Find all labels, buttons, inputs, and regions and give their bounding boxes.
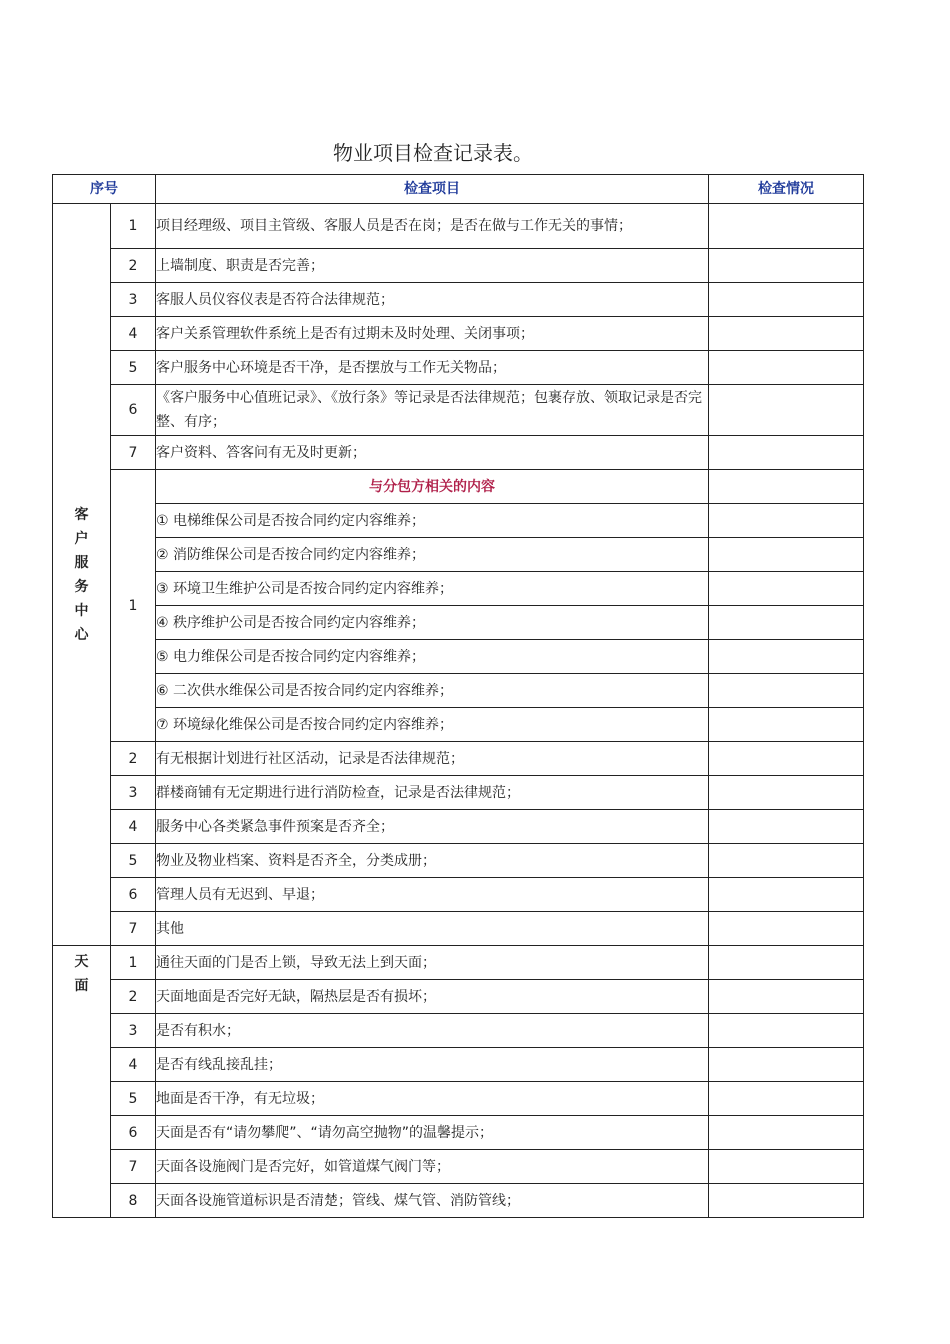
- check-status-cell[interactable]: [709, 878, 864, 912]
- row-number: 4: [111, 317, 156, 351]
- table-row: [53, 317, 864, 351]
- check-status-cell[interactable]: [709, 470, 864, 504]
- subgroup-heading-row: [53, 470, 864, 504]
- check-item: 通往天面的门是否上锁，导致无法上到天面；: [156, 946, 709, 980]
- row-number: 1: [111, 470, 156, 742]
- table-row: [53, 810, 864, 844]
- category-char: 户: [74, 530, 89, 547]
- row-number: 1: [111, 946, 156, 980]
- row-number: 5: [111, 351, 156, 385]
- table-row: [53, 878, 864, 912]
- check-item: 物业及物业档案、资料是否齐全，分类成册；: [156, 844, 709, 878]
- table-row: [53, 504, 864, 538]
- check-status-cell[interactable]: [709, 1116, 864, 1150]
- check-item: 群楼商铺有无定期进行进行消防检查，记录是否法律规范；: [156, 776, 709, 810]
- category-cell: [53, 946, 111, 1218]
- check-item: 管理人员有无迟到、早退；: [156, 878, 709, 912]
- check-item: 其他: [156, 912, 709, 946]
- check-status-cell[interactable]: [709, 538, 864, 572]
- table-row: [53, 1116, 864, 1150]
- header-status: 检查情况: [709, 175, 864, 204]
- row-number: 5: [111, 1082, 156, 1116]
- row-number: 3: [111, 776, 156, 810]
- table-row: [53, 385, 864, 436]
- check-item: 天面地面是否完好无缺，隔热层是否有损坏；: [156, 980, 709, 1014]
- check-item: ⑤ 电力维保公司是否按合同约定内容维养；: [156, 640, 709, 674]
- check-item: 是否有积水；: [156, 1014, 709, 1048]
- check-status-cell[interactable]: [709, 504, 864, 538]
- row-number: 8: [111, 1184, 156, 1218]
- table-row: [53, 742, 864, 776]
- category-char: 心: [74, 626, 89, 643]
- table-row: [53, 1150, 864, 1184]
- check-status-cell[interactable]: [709, 572, 864, 606]
- table-body: [53, 204, 864, 1218]
- check-status-cell[interactable]: [709, 844, 864, 878]
- row-number: 2: [111, 249, 156, 283]
- check-status-cell[interactable]: [709, 317, 864, 351]
- check-status-cell[interactable]: [709, 1082, 864, 1116]
- check-status-cell[interactable]: [709, 249, 864, 283]
- row-number: 6: [111, 385, 156, 436]
- table-row: [53, 436, 864, 470]
- row-number: 7: [111, 912, 156, 946]
- category-label: [53, 503, 110, 647]
- table-row: [53, 946, 864, 980]
- row-number: 1: [111, 204, 156, 249]
- check-status-cell[interactable]: [709, 674, 864, 708]
- check-item: 《客户服务中心值班记录》、《放行条》等记录是否法律规范；包裹存放、领取记录是否完整、有序；: [156, 385, 709, 436]
- category-label: [53, 950, 110, 998]
- table-row: [53, 249, 864, 283]
- inspection-table: [52, 174, 864, 1218]
- check-status-cell[interactable]: [709, 640, 864, 674]
- check-item: 天面各设施阀门是否完好，如管道煤气阀门等；: [156, 1150, 709, 1184]
- header-item: 检查项目: [156, 175, 709, 204]
- title-text: 物业项目检查记录表。: [333, 141, 533, 165]
- check-status-cell[interactable]: [709, 1048, 864, 1082]
- row-number: 6: [111, 1116, 156, 1150]
- check-status-cell[interactable]: [709, 742, 864, 776]
- table-row: [53, 283, 864, 317]
- check-status-cell[interactable]: [709, 606, 864, 640]
- table-row: [53, 674, 864, 708]
- row-number: 4: [111, 810, 156, 844]
- table-row: [53, 844, 864, 878]
- table-row: [53, 606, 864, 640]
- table-row: [53, 640, 864, 674]
- row-number: 3: [111, 283, 156, 317]
- table-row: [53, 1184, 864, 1218]
- check-status-cell[interactable]: [709, 436, 864, 470]
- table-row: [53, 708, 864, 742]
- table-row: [53, 1082, 864, 1116]
- check-status-cell[interactable]: [709, 385, 864, 436]
- check-status-cell[interactable]: [709, 1184, 864, 1218]
- check-status-cell[interactable]: [709, 351, 864, 385]
- category-cell: [53, 204, 111, 946]
- check-item: ② 消防维保公司是否按合同约定内容维养；: [156, 538, 709, 572]
- table-row: [53, 1048, 864, 1082]
- header-seq: 序号: [53, 175, 156, 204]
- table-row: [53, 204, 864, 249]
- category-char: 中: [74, 602, 89, 619]
- table-row: [53, 572, 864, 606]
- check-item: 地面是否干净，有无垃圾；: [156, 1082, 709, 1116]
- check-item: ③ 环境卫生维护公司是否按合同约定内容维养；: [156, 572, 709, 606]
- page-title: [0, 137, 864, 166]
- table-row: [53, 351, 864, 385]
- category-char: 天: [74, 954, 89, 970]
- row-number: 6: [111, 878, 156, 912]
- subgroup-heading: 与分包方相关的内容: [156, 470, 709, 504]
- category-char: 服: [74, 554, 89, 571]
- row-number: 7: [111, 1150, 156, 1184]
- table-header-row: [53, 175, 864, 204]
- check-item: 项目经理级、项目主管级、客服人员是否在岗；是否在做与工作无关的事情；: [156, 204, 709, 249]
- check-status-cell[interactable]: [709, 810, 864, 844]
- check-item: 客户服务中心环境是否干净，是否摆放与工作无关物品；: [156, 351, 709, 385]
- check-item: 客户资料、答客问有无及时更新；: [156, 436, 709, 470]
- check-item: ⑦ 环境绿化维保公司是否按合同约定内容维养；: [156, 708, 709, 742]
- category-char: 务: [74, 578, 89, 595]
- check-item: ⑥ 二次供水维保公司是否按合同约定内容维养；: [156, 674, 709, 708]
- check-item: 有无根据计划进行社区活动，记录是否法律规范；: [156, 742, 709, 776]
- table-row: [53, 980, 864, 1014]
- check-item: ④ 秩序维护公司是否按合同约定内容维养；: [156, 606, 709, 640]
- row-number: 2: [111, 742, 156, 776]
- table-row: [53, 912, 864, 946]
- row-number: 2: [111, 980, 156, 1014]
- check-item: 天面是否有“请勿攀爬”、“请勿高空抛物”的温馨提示；: [156, 1116, 709, 1150]
- check-status-cell[interactable]: [709, 912, 864, 946]
- check-item: 天面各设施管道标识是否清楚；管线、煤气管、消防管线；: [156, 1184, 709, 1218]
- check-item: 客户关系管理软件系统上是否有过期未及时处理、关闭事项；: [156, 317, 709, 351]
- row-number: 7: [111, 436, 156, 470]
- check-item: ① 电梯维保公司是否按合同约定内容维养；: [156, 504, 709, 538]
- check-item: 是否有线乱接乱挂；: [156, 1048, 709, 1082]
- table-row: [53, 1014, 864, 1048]
- check-status-cell[interactable]: [709, 980, 864, 1014]
- table-row: [53, 538, 864, 572]
- check-item: 客服人员仪容仪表是否符合法律规范；: [156, 283, 709, 317]
- check-status-cell[interactable]: [709, 776, 864, 810]
- category-char: 面: [74, 978, 89, 994]
- row-number: 5: [111, 844, 156, 878]
- check-status-cell[interactable]: [709, 946, 864, 980]
- check-status-cell[interactable]: [709, 204, 864, 249]
- table-row: [53, 776, 864, 810]
- check-item: 上墙制度、职责是否完善；: [156, 249, 709, 283]
- category-char: 客: [74, 506, 89, 523]
- check-item: 服务中心各类紧急事件预案是否齐全；: [156, 810, 709, 844]
- check-status-cell[interactable]: [709, 1150, 864, 1184]
- check-status-cell[interactable]: [709, 283, 864, 317]
- row-number: 4: [111, 1048, 156, 1082]
- check-status-cell[interactable]: [709, 708, 864, 742]
- check-status-cell[interactable]: [709, 1014, 864, 1048]
- row-number: 3: [111, 1014, 156, 1048]
